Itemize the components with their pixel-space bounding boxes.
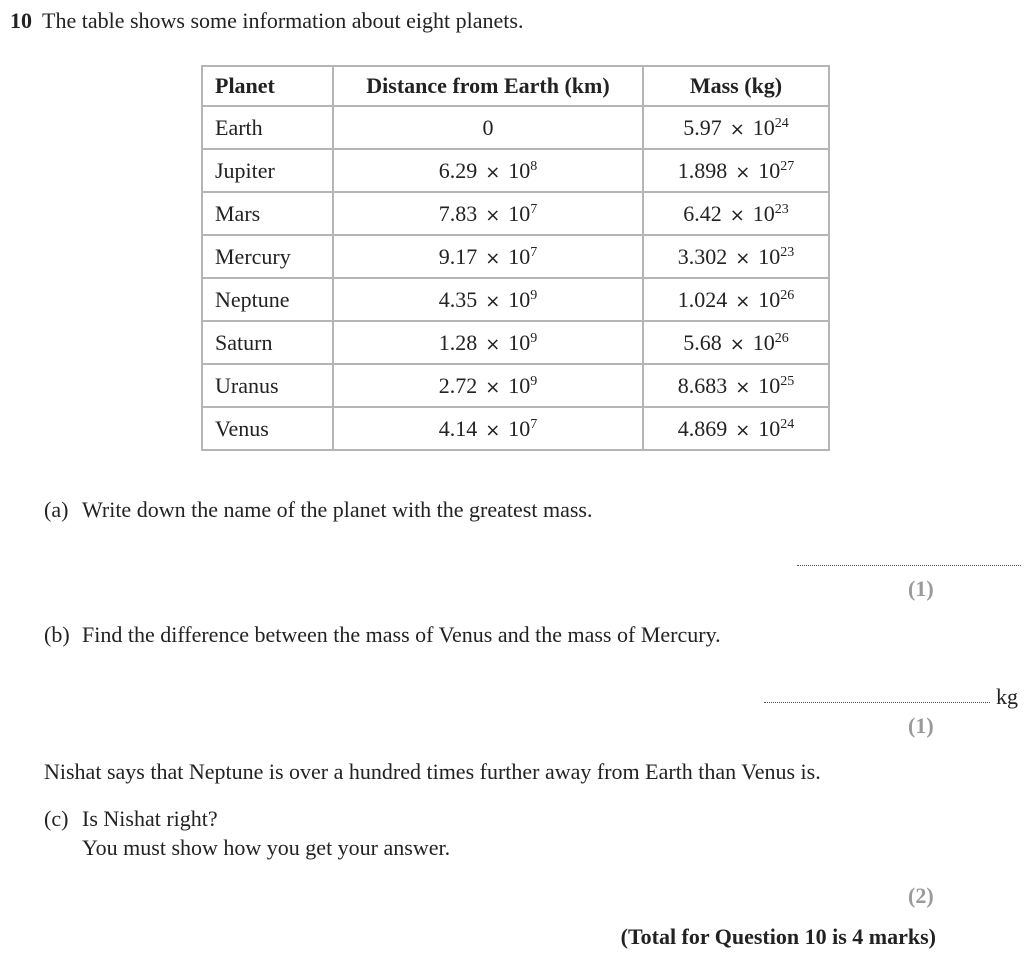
times-sign: × xyxy=(485,419,501,441)
table-row xyxy=(202,192,829,235)
planet-name-cell: Mars xyxy=(202,192,333,235)
distance-cell-exponent: 7 xyxy=(530,201,538,217)
distance-cell-exponent: 7 xyxy=(530,416,538,432)
times-sign: × xyxy=(485,376,501,398)
times-sign: × xyxy=(735,376,751,398)
distance-cell xyxy=(333,192,643,235)
mass-cell-exponent: 26 xyxy=(780,287,795,303)
distance-cell xyxy=(333,321,643,364)
distance-cell xyxy=(333,106,643,149)
distance-cell-exponent: 9 xyxy=(530,373,538,389)
table-body xyxy=(202,106,829,450)
part-b-unit: kg xyxy=(996,684,1018,709)
mass-cell-base: 10 xyxy=(752,329,775,355)
part-a-text: Write down the name of the planet with the greatest mass. xyxy=(82,497,593,522)
table-row xyxy=(202,235,829,278)
mass-cell-mantissa: 1.024 xyxy=(677,286,728,312)
part-c-subtext: You must show how you get your answer. xyxy=(82,835,451,860)
mass-cell xyxy=(643,235,829,278)
part-a-label: (a) xyxy=(44,497,69,522)
times-sign: × xyxy=(729,118,745,140)
planet-name-cell: Jupiter xyxy=(202,149,333,192)
question-header xyxy=(10,6,523,36)
distance-cell-base: 10 xyxy=(508,157,531,183)
part-a-marks: (1) xyxy=(908,576,934,601)
planet-name-cell: Mercury xyxy=(202,235,333,278)
distance-cell xyxy=(333,278,643,321)
mass-cell-exponent: 24 xyxy=(780,416,795,432)
distance-cell-exponent: 8 xyxy=(530,158,538,174)
mass-cell-exponent: 25 xyxy=(780,373,795,389)
mass-cell xyxy=(643,106,829,149)
mass-cell xyxy=(643,278,829,321)
mass-cell-base: 10 xyxy=(758,286,781,312)
header-distance: Distance from Earth (km) xyxy=(333,66,643,106)
times-sign: × xyxy=(729,333,745,355)
mass-cell-base: 10 xyxy=(758,415,781,441)
header-mass: Mass (kg) xyxy=(643,66,829,106)
table-row xyxy=(202,364,829,407)
distance-cell-base: 10 xyxy=(508,286,531,312)
distance-cell-mantissa: 4.14 xyxy=(438,415,478,441)
part-b-label: (b) xyxy=(44,622,70,647)
mass-cell-exponent: 23 xyxy=(774,201,789,217)
distance-cell xyxy=(333,407,643,450)
distance-cell-base: 10 xyxy=(508,372,531,398)
mass-cell-mantissa: 1.898 xyxy=(677,157,728,183)
times-sign: × xyxy=(485,333,501,355)
mass-cell-mantissa: 6.42 xyxy=(683,200,722,226)
distance-cell xyxy=(333,235,643,278)
mass-cell-mantissa: 5.97 xyxy=(683,114,722,140)
table-row xyxy=(202,106,829,149)
distance-cell-base: 10 xyxy=(508,329,531,355)
mass-cell-base: 10 xyxy=(752,114,775,140)
distance-cell-base: 10 xyxy=(508,200,531,226)
table-header-row xyxy=(202,66,829,106)
planet-name-cell: Earth xyxy=(202,106,333,149)
times-sign: × xyxy=(735,290,751,312)
distance-cell xyxy=(333,364,643,407)
distance-cell-mantissa: 6.29 xyxy=(438,157,478,183)
planet-name-cell: Venus xyxy=(202,407,333,450)
distance-cell-mantissa: 2.72 xyxy=(438,372,478,398)
question-number: 10 xyxy=(10,8,32,33)
question-intro: The table shows some information about eight planets. xyxy=(42,8,524,33)
table-row xyxy=(202,321,829,364)
times-sign: × xyxy=(485,161,501,183)
part-b-answer-line[interactable] xyxy=(764,702,990,703)
mass-cell-base: 10 xyxy=(752,200,775,226)
table-row xyxy=(202,149,829,192)
part-c-text: Is Nishat right? xyxy=(82,806,218,831)
planets-table xyxy=(201,65,830,451)
header-planet: Planet xyxy=(202,66,333,106)
times-sign: × xyxy=(729,204,745,226)
part-b-question xyxy=(44,620,721,650)
table-row xyxy=(202,407,829,450)
mass-cell-base: 10 xyxy=(758,372,781,398)
distance-cell xyxy=(333,149,643,192)
distance-cell-mantissa: 9.17 xyxy=(438,243,478,269)
times-sign: × xyxy=(485,247,501,269)
nishat-statement: Nishat says that Neptune is over a hundred times further away from Earth than Venus is. xyxy=(44,759,821,784)
times-sign: × xyxy=(485,204,501,226)
question-total: (Total for Question 10 is 4 marks) xyxy=(620,924,936,949)
distance-cell-base: 10 xyxy=(508,243,531,269)
mass-cell-exponent: 26 xyxy=(774,330,789,346)
mass-cell-mantissa: 5.68 xyxy=(683,329,722,355)
part-c-question xyxy=(44,804,218,834)
part-a-answer-line[interactable] xyxy=(797,565,1021,566)
part-b-text: Find the difference between the mass of Venus and the mass of Mercury. xyxy=(82,622,721,647)
mass-cell-base: 10 xyxy=(758,243,781,269)
mass-cell-mantissa: 4.869 xyxy=(677,415,728,441)
times-sign: × xyxy=(735,247,751,269)
table-row xyxy=(202,278,829,321)
times-sign: × xyxy=(735,419,751,441)
distance-cell-exponent: 7 xyxy=(530,244,538,260)
part-c-marks: (2) xyxy=(908,883,934,908)
distance-cell-value: 0 xyxy=(482,114,494,140)
part-a-question xyxy=(44,495,592,525)
distance-cell-base: 10 xyxy=(508,415,531,441)
distance-cell-exponent: 9 xyxy=(530,330,538,346)
times-sign: × xyxy=(735,161,751,183)
distance-cell-mantissa: 4.35 xyxy=(438,286,478,312)
times-sign: × xyxy=(485,290,501,312)
distance-cell-mantissa: 7.83 xyxy=(438,200,478,226)
mass-cell xyxy=(643,192,829,235)
mass-cell-exponent: 23 xyxy=(780,244,795,260)
mass-cell xyxy=(643,321,829,364)
planet-name-cell: Uranus xyxy=(202,364,333,407)
part-c-label: (c) xyxy=(44,806,69,831)
part-b-marks: (1) xyxy=(908,713,934,738)
mass-cell xyxy=(643,149,829,192)
mass-cell-exponent: 24 xyxy=(774,115,789,131)
distance-cell-exponent: 9 xyxy=(530,287,538,303)
distance-cell-mantissa: 1.28 xyxy=(438,329,478,355)
mass-cell-mantissa: 3.302 xyxy=(677,243,728,269)
mass-cell-exponent: 27 xyxy=(780,158,795,174)
mass-cell-base: 10 xyxy=(758,157,781,183)
mass-cell xyxy=(643,407,829,450)
mass-cell-mantissa: 8.683 xyxy=(677,372,728,398)
planet-name-cell: Neptune xyxy=(202,278,333,321)
planet-name-cell: Saturn xyxy=(202,321,333,364)
mass-cell xyxy=(643,364,829,407)
